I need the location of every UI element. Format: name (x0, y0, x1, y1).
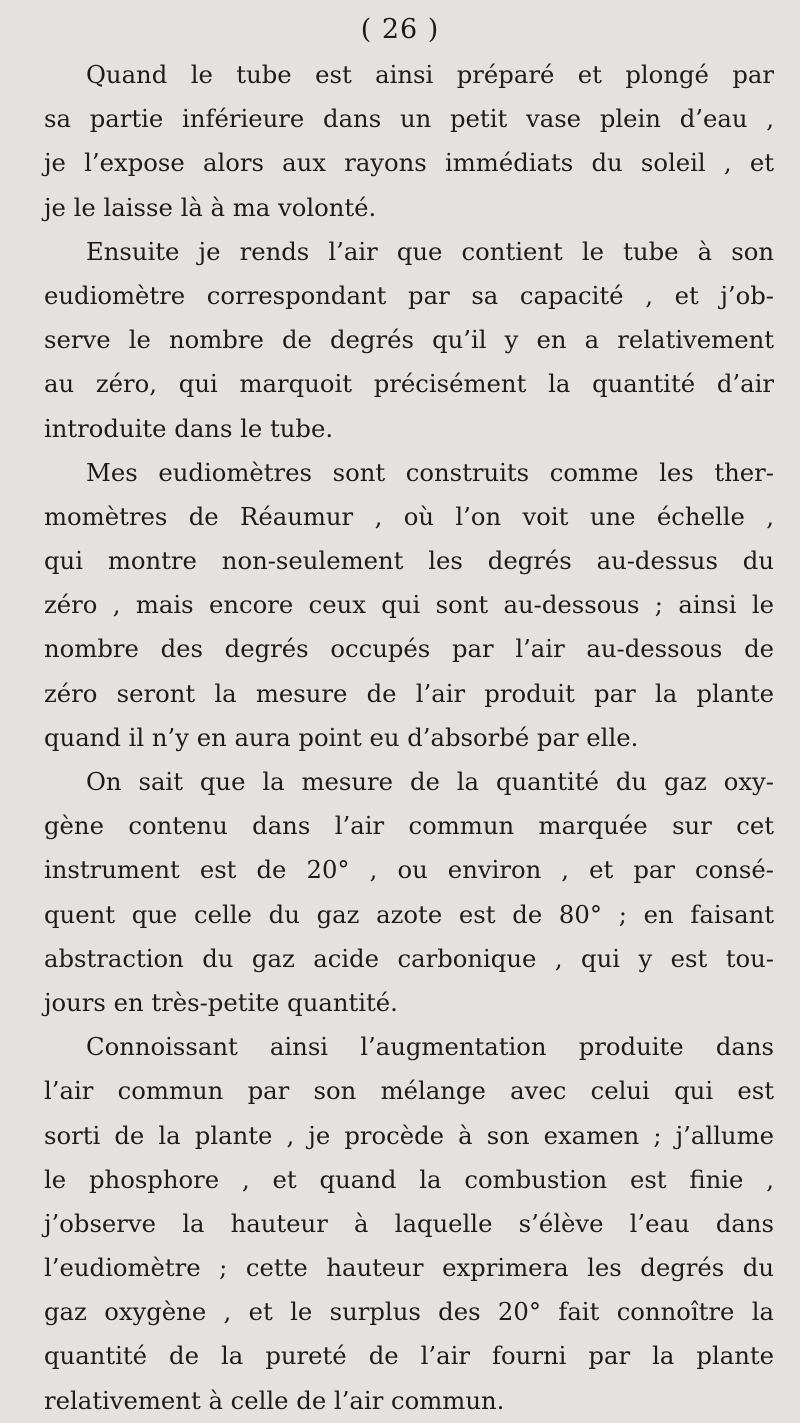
text-line: au zéro, qui marquoit précisément la quantité d’air (44, 369, 774, 399)
text-line: On sait que la mesure de la quantité du gaz oxy- (86, 767, 774, 796)
text-line: abstraction du gaz acide carbonique , qui y est tou- (44, 943, 774, 973)
text-line: Ensuite je rends l’air que contient le tube à son (86, 236, 774, 266)
text-line: zéro , mais encore ceux qui sont au-dessous ; ainsi le (44, 590, 774, 620)
text-line: Quand le tube est ainsi préparé et plongé par (86, 60, 774, 89)
text-line: sorti de la plante , je procède à son examen ; j’allume (44, 1120, 774, 1150)
text-line: Connoissant ainsi l’augmentation produite dans (86, 1032, 774, 1062)
text-line: l’air commun par son mélange avec celui qui est (44, 1076, 774, 1106)
text-line: jours en très-petite quantité. (44, 987, 398, 1017)
text-line: l’eudiomètre ; cette hauteur exprimera les degrés du (44, 1253, 774, 1283)
text-line: quantité de la pureté de l’air fourni par la plante (44, 1341, 774, 1371)
text-line: le phosphore , et quand la combustion est finie , (44, 1164, 774, 1194)
text-line: quand il n’y en aura point eu d’absorbé par elle. (44, 722, 639, 752)
text-line: qui montre non-seulement les degrés au-dessus du (44, 546, 774, 576)
body-text (44, 53, 774, 1423)
text-line: gaz oxygène , et le surplus des 20° fait connoître la (44, 1297, 774, 1327)
text-line: gène contenu dans l’air commun marquée sur cet (44, 811, 774, 841)
text-line: introduite dans le tube. (44, 413, 334, 443)
text-line: quent que celle du gaz azote est de 80° ; en faisant (44, 899, 774, 929)
text-line: je l’expose alors aux rayons immédiats du soleil , et (44, 148, 774, 178)
text-line: je le laisse là à ma volonté. (44, 192, 377, 222)
text-line: momètres de Réaumur , où l’on voit une échelle , (44, 501, 774, 531)
text-line: relativement à celle de l’air commun. (44, 1385, 505, 1415)
text-line: sa partie inférieure dans un petit vase plein d’eau , (44, 104, 774, 134)
text-line: instrument est de 20° , ou environ , et par consé- (44, 855, 774, 885)
text-line: j’observe la hauteur à laquelle s’élève l’eau dans (44, 1208, 774, 1238)
text-line: nombre des degrés occupés par l’air au-dessous de (44, 634, 774, 664)
page-number-header: ( 26 ) (360, 14, 440, 45)
text-line: zéro seront la mesure de l’air produit par la plante (44, 678, 774, 708)
text-line: Mes eudiomètres sont construits comme les ther- (86, 457, 774, 487)
text-line: serve le nombre de degrés qu’il y en a relativement (44, 325, 774, 355)
text-line: eudiomètre correspondant par sa capacité , et j’ob- (44, 280, 774, 310)
